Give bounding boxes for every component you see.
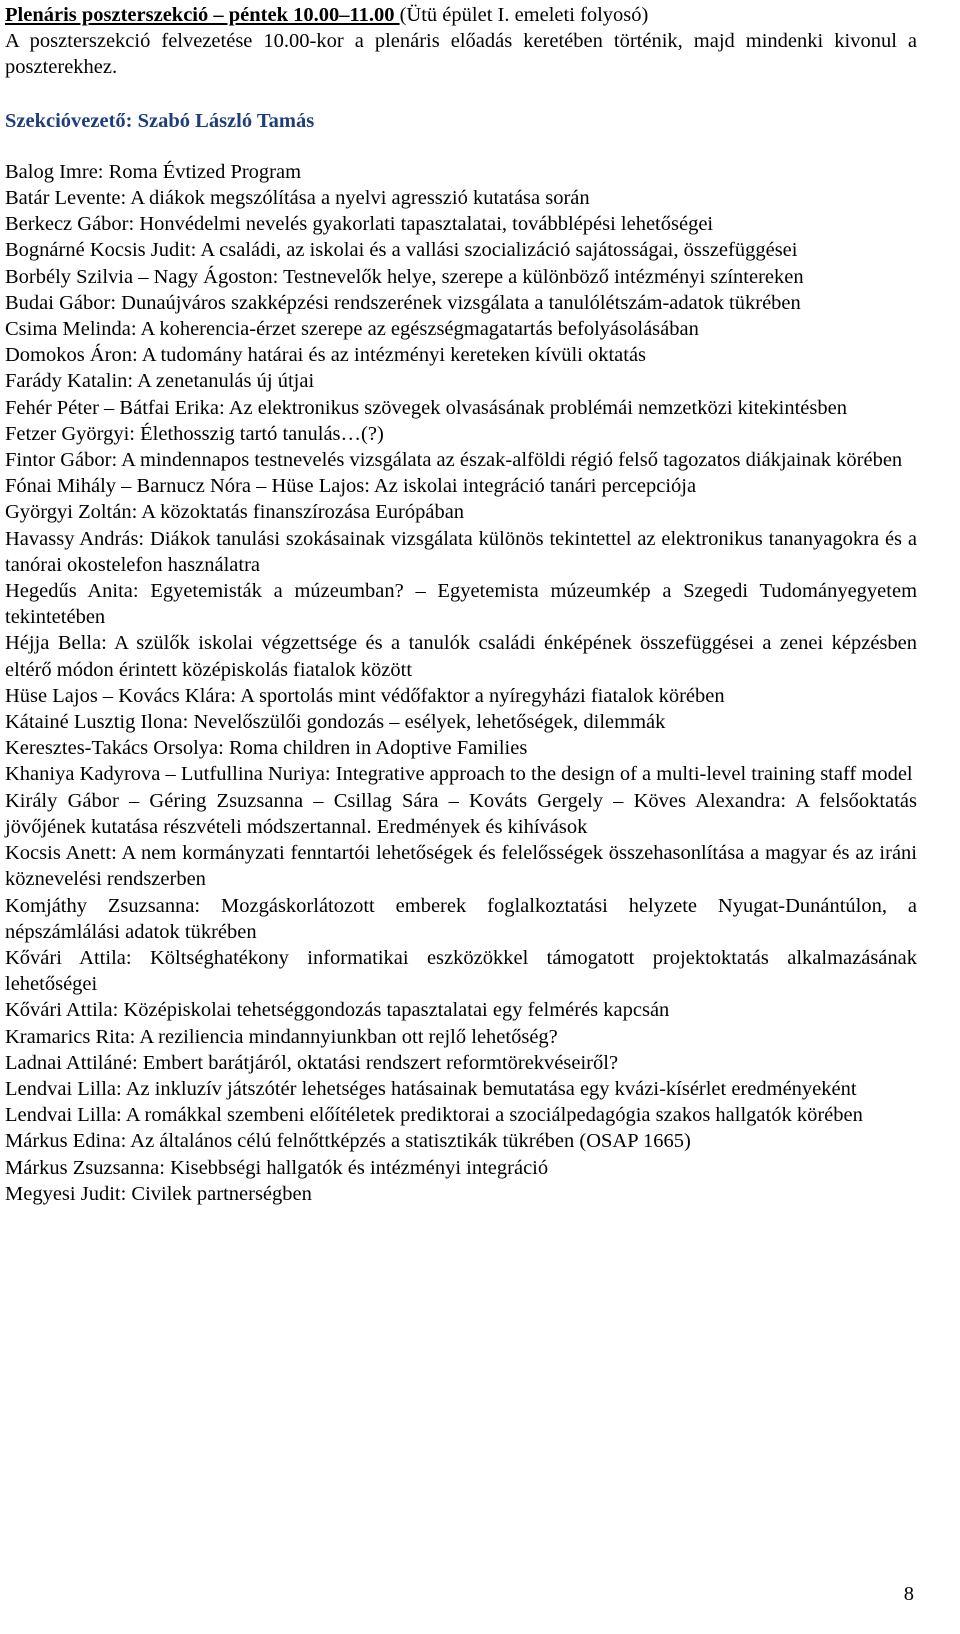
poster-title: A tudomány határai és az intézményi kereteken kívüli oktatás [141,344,647,367]
poster-author: Györgyi Zoltán: [5,501,138,524]
poster-author: Fintor Gábor: [5,449,118,472]
poster-entry [5,237,917,263]
poster-author: Hegedűs Anita: [5,580,139,603]
poster-author: Bognárné Kocsis Judit: [5,239,197,262]
poster-entry [5,1050,917,1076]
poster-entry [5,421,917,447]
poster-title: A szülők iskolai végzettsége és a tanulók családi énképének összefüggései a zenei képzésben eltérő módon érintett középiskolás fiatalok között [5,632,918,681]
poster-author: Fehér Péter – Bátfai Erika: [5,396,225,419]
poster-entry [5,447,917,473]
poster-title: Honvédelmi nevelés gyakorlati tapasztalatai, továbblépési lehetőségei [139,213,714,236]
poster-entry [5,945,917,997]
poster-author: Király Gábor – Géring Zsuzsanna – Csillag Sára – Kováts Gergely – Köves Alexandra: [5,789,787,812]
poster-author: Kátainé Lusztig Ilona: [5,711,189,734]
poster-entry [5,1076,917,1102]
poster-title: Az általános célú felnőttképzés a statisztikák tükrében (OSAP 1665) [130,1130,691,1153]
poster-author: Ladnai Attiláné: [5,1051,138,1074]
poster-author: Khaniya Kadyrova – Lutfullina Nuriya: [5,763,331,786]
poster-author: Domokos Áron: [5,344,138,367]
poster-author: Borbély Szilvia – Nagy Ágoston: [5,265,279,288]
poster-entry [5,499,917,525]
poster-entry [5,473,917,499]
poster-entry [5,788,917,840]
poster-entry [5,761,917,787]
poster-author: Keresztes-Takács Orsolya: [5,737,224,760]
header-intro: A poszterszekció felvezetése 10.00-kor a plenáris előadás keretében történik, majd mindenki kivonul a poszterekhez. [5,30,917,79]
poster-title: Az elektronikus szövegek olvasásának problémái nemzetközi kitekintésben [228,396,847,419]
poster-entry [5,342,917,368]
poster-title: A családi, az iskolai és a vallási szocializáció sajátosságai, összefüggései [200,239,798,262]
poster-author: Komjáthy Zsuzsanna: [5,894,201,917]
header-line [5,2,917,28]
poster-title: Nevelőszülői gondozás – esélyek, lehetőségek, dilemmák [193,711,666,734]
poster-title: A reziliencia mindannyiunkban ott rejlő lehetőség? [139,1025,558,1048]
poster-author: Hüse Lajos – Kovács Klára: [5,684,237,707]
page-number: 8 [903,1583,914,1605]
poster-entry [5,578,917,630]
poster-author: Kővári Attila: [5,999,119,1022]
poster-entry [5,290,917,316]
poster-author: Balog Imre: [5,160,104,183]
poster-entry [5,630,917,682]
poster-author: Márkus Zsuzsanna: [5,1156,165,1179]
poster-title: A nem kormányzati fenntartói lehetőségek és felelősségek összehasonlítása a magyar és az iráni köznevelési rendszerben [5,842,917,891]
poster-list [5,159,917,1207]
poster-author: Csima Melinda: [5,318,137,341]
poster-entry [5,316,917,342]
poster-author: Budai Gábor: [5,291,117,314]
poster-title: Kisebbségi hallgatók és intézményi integráció [170,1156,549,1179]
poster-entry [5,211,917,237]
header-location: (Ütü épület I. emeleti folyosó) [399,4,649,26]
poster-title: Roma children in Adoptive Families [228,737,528,760]
poster-entry [5,709,917,735]
poster-entry [5,185,917,211]
poster-title: Egyetemisták a múzeumban? – Egyetemista múzeumkép a Szegedi Tudományegyetem tekintetében [5,580,918,629]
poster-entry [5,1181,917,1207]
poster-author: Lendvai Lilla: [5,1104,122,1127]
poster-title: A felsőoktatás jövőjének kutatása részvételi módszertannal. Eredmények és kihívások [5,789,918,838]
section-title: Szekcióvezető: Szabó László Tamás [5,109,315,132]
poster-author: Berkecz Gábor: [5,213,135,236]
poster-entry [5,159,917,185]
poster-author: Megyesi Judit: [5,1182,127,1205]
poster-title: A koherencia-érzet szerepe az egészségmagatartás befolyásolásában [140,318,699,341]
poster-author: Héjja Bella: [5,632,107,655]
poster-author: Kővári Attila: [5,946,132,969]
poster-entry [5,1102,917,1128]
poster-title: Az iskolai integráció tanári percepciója [373,475,697,498]
poster-entry [5,1024,917,1050]
poster-entry [5,997,917,1023]
header-title: Plenáris poszterszekció – péntek 10.00–11.00 [5,4,400,26]
poster-title: Integrative approach to the design of a multi-level training staff model [335,763,913,786]
poster-entry [5,1128,917,1154]
poster-title: Civilek partnerségben [131,1182,312,1205]
poster-title: Élethosszig tartó tanulás…(?) [140,422,384,445]
poster-author: Farády Katalin: [5,370,134,393]
poster-entry [5,264,917,290]
poster-title: Középiskolai tehetséggondozás tapasztalatai egy felmérés kapcsán [123,999,670,1022]
poster-title: Mozgáskorlátozott emberek foglalkoztatási helyzete Nyugat-Dunántúlon, a népszámlálási adatok tükrében [5,894,917,943]
poster-title: Költséghatékony informatikai eszközökkel támogatott projektoktatás alkalmazásának lehetőségei [5,946,917,996]
poster-author: Kocsis Anett: [5,842,117,865]
poster-entry [5,1155,917,1181]
poster-entry [5,526,917,578]
poster-title: A zenetanulás új útjai [137,370,315,393]
poster-author: Fetzer Györgyi: [5,422,135,445]
poster-title: A romákkal szembeni előítéletek prediktorai a szociálpedagógia szakos hallgatók körében [125,1104,863,1127]
poster-entry [5,893,917,945]
poster-title: A sportolás mint védőfaktor a nyíregyházi fiatalok körében [240,684,725,707]
poster-author: Márkus Edina: [5,1130,127,1153]
poster-title: Embert barátjáról, oktatási rendszert reformtörekvéseiről? [142,1051,619,1074]
poster-title: A közoktatás finanszírozása Európában [141,501,465,524]
poster-author: Havassy András: [5,527,145,550]
poster-title: Testnevelők helye, szerepe a különböző intézményi színtereken [283,265,804,288]
poster-entry [5,368,917,394]
poster-author: Lendvai Lilla: [5,1077,122,1100]
poster-title: A mindennapos testnevelés vizsgálata az észak-alföldi régió felső tagozatos diákjainak körében [121,449,903,472]
poster-entry [5,683,917,709]
poster-title: Az inkluzív játszótér lehetséges hatásainak bemutatása egy kvázi-kísérlet eredményeként [125,1077,857,1100]
poster-author: Fónai Mihály – Barnucz Nóra – Hüse Lajos: [5,475,370,498]
poster-title: Diákok tanulási szokásainak vizsgálata különös tekintettel az elektronikus tananyagokra és a tanórai okostelefon használatra [5,527,917,576]
poster-entry [5,395,917,421]
poster-entry [5,840,917,892]
poster-title: Roma Évtized Program [108,160,302,183]
poster-title: A diákok megszólítása a nyelvi agresszió kutatása során [130,187,590,210]
document-page [5,2,917,1207]
poster-entry [5,735,917,761]
poster-author: Kramarics Rita: [5,1025,136,1048]
poster-author: Batár Levente: [5,187,127,210]
poster-title: Dunaújváros szakképzési rendszerének vizsgálata a tanulólétszám-adatok tükrében [121,291,801,314]
